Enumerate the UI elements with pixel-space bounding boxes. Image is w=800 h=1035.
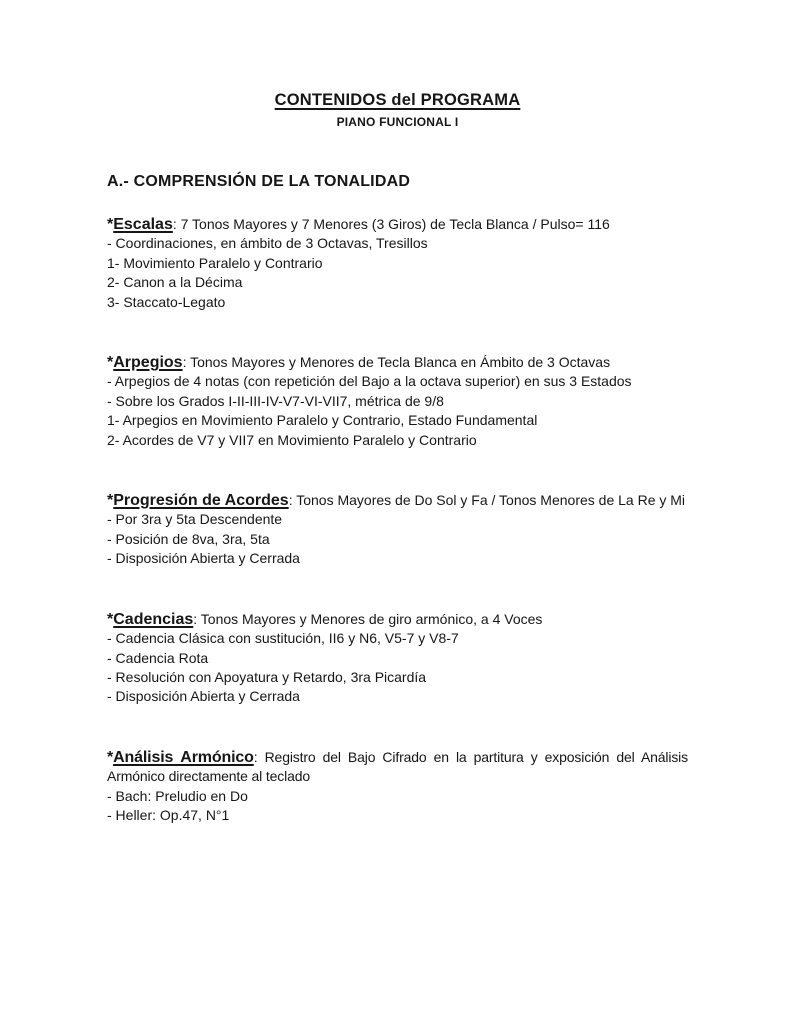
detail-line: - Sobre los Grados I-II-III-IV-V7-VI-VII7, métrica de 9/8 <box>107 392 444 409</box>
detail-line: 2- Acordes de V7 y VII7 en Movimiento Paralelo y Contrario <box>107 431 477 448</box>
term-marker: * <box>107 354 114 372</box>
term-line-progresion <box>107 491 688 510</box>
term-marker: * <box>107 216 114 233</box>
detail-line: - Heller: Op.47, N°1 <box>107 806 230 823</box>
detail-line: - Coordinaciones, en ámbito de 3 Octavas, Tresillos <box>107 235 428 252</box>
detail-line: - Cadencia Clásica con sustitución, II6 y N6, V5-7 y V8-7 <box>107 630 459 647</box>
doc-title <box>107 89 688 111</box>
term-line-arpegios <box>107 353 688 372</box>
term-definition-cadencias: : Tonos Mayores y Menores de giro armónico, a 4 Voces <box>193 610 543 627</box>
section-heading-a: A.- COMPRENSIÓN DE LA TONALIDAD <box>107 173 411 190</box>
term-definition-analisis: : Registro del Bajo Cifrado en la partitura y exposición del Análisis Armónico directamente al teclado <box>107 748 688 785</box>
detail-line: - Bach: Preludio en Do <box>107 787 248 804</box>
doc-subtitle: PIANO FUNCIONAL I <box>336 115 459 129</box>
term-marker: * <box>107 610 114 628</box>
term-definition-arpegios: : Tonos Mayores y Menores de Tecla Blanca en Ámbito de 3 Octavas <box>182 354 611 371</box>
term-line-cadencias <box>107 610 688 629</box>
term-line-analisis <box>107 748 688 787</box>
sections-container <box>107 215 688 825</box>
term-progresion-de-acordes: Progresión de Acordes <box>113 492 289 510</box>
section-analisis-armonico <box>107 748 688 826</box>
section-arpegios <box>107 353 688 450</box>
detail-line: 3- Staccato-Legato <box>107 293 226 310</box>
term-marker: * <box>107 492 114 510</box>
detail-line: - Posición de 8va, 3ra, 5ta <box>107 530 270 547</box>
detail-line: - Disposición Abierta y Cerrada <box>107 550 300 567</box>
term-cadencias: Cadencias <box>113 610 194 628</box>
detail-line: 1- Movimiento Paralelo y Contrario <box>107 254 323 271</box>
detail-line: - Resolución con Apoyatura y Retardo, 3ra Picardía <box>107 668 427 685</box>
detail-line: - Por 3ra y 5ta Descendente <box>107 511 283 528</box>
term-escalas: Escalas <box>113 216 173 233</box>
detail-line: - Arpegios de 4 notas (con repetición del Bajo a la octava superior) en sus 3 Estados <box>107 373 632 390</box>
section-cadencias <box>107 610 688 707</box>
term-arpegios: Arpegios <box>113 354 183 372</box>
detail-line: 1- Arpegios en Movimiento Paralelo y Contrario, Estado Fundamental <box>107 412 538 429</box>
doc-title-text: CONTENIDOS del PROGRAMA <box>274 91 521 109</box>
section-progresion-de-acordes <box>107 491 688 569</box>
term-marker: * <box>107 748 114 766</box>
detail-line: - Disposición Abierta y Cerrada <box>107 688 300 705</box>
term-line-escalas <box>107 215 688 234</box>
term-definition-progresion: : Tonos Mayores de Do Sol y Fa / Tonos Menores de La Re y Mi <box>288 492 686 509</box>
term-analisis-armonico: Análisis Armónico <box>113 748 254 766</box>
section-escalas <box>107 215 688 312</box>
detail-line: 2- Canon a la Décima <box>107 274 243 291</box>
detail-line: - Cadencia Rota <box>107 649 209 666</box>
term-definition-escalas: : 7 Tonos Mayores y 7 Menores (3 Giros) de Tecla Blanca / Pulso= 116 <box>172 216 610 232</box>
